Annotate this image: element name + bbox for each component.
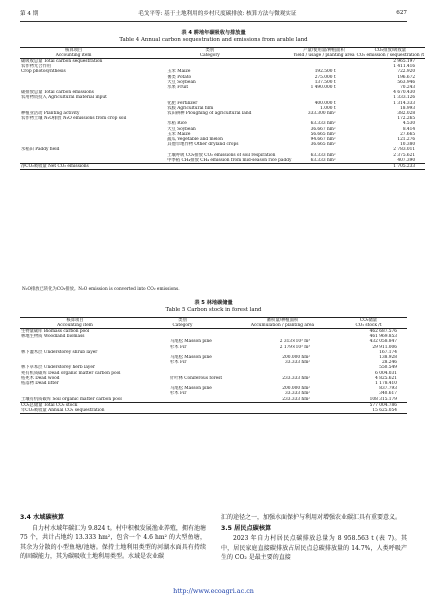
table5-cell-item: 枯落物 Dead litter	[21, 381, 59, 387]
table4-cell-amount: 36.665 hm²	[310, 142, 336, 148]
table4-cell-co2: 70.243	[400, 85, 416, 91]
table5-cell-category: 针叶林 Coniferous forest	[170, 375, 223, 381]
table4-cell-category: 玉米 Maize	[167, 131, 191, 137]
table5-cell-amount: 2 179×10³ m³	[279, 344, 310, 350]
table5-cell-category: 杉木 Fir	[170, 391, 187, 397]
table4-cell-item: Crop photosynthesis	[21, 69, 66, 75]
table5-cell-category: 马尾松 Masson pine	[170, 355, 212, 361]
table5-cell-co2: 577 004.786	[330, 402, 407, 408]
table4-col-co2-en: CO₂ emission / sequestration /t	[356, 53, 425, 58]
table5-cell-amount: 2 313×10³ m³	[279, 339, 310, 345]
table4-cell-category: 土壤呼吸 CO₂排放 CO₂ emissions of soil respiration	[167, 152, 276, 158]
table5-cell-category	[130, 408, 235, 414]
table5-cell-amount	[235, 408, 330, 414]
table4-cell-amount: 1.000 t	[320, 105, 336, 111]
table5-cell-amount: 200.000 hm²	[282, 355, 310, 361]
table5-cell-item: 枯死木 Dead wood	[21, 375, 60, 381]
table4-cell-category: 水稻 Rice	[167, 121, 187, 127]
section-3-5-heading: 3.5 居民点碳核算	[221, 524, 272, 532]
table5-cell-co2: 167.174	[379, 349, 397, 355]
table4-cell-category: 中季稻 CH₄排放 CH₄ emission from mid-season rice paddy	[167, 157, 292, 163]
table4-cell-item: 碳吸收总量 Total carbon sequestration	[21, 59, 103, 64]
table5-cell-item: 林下灌木层 Understorey shrub layer	[21, 349, 98, 355]
table5-title-en: Table 5 Carbon stock in forest land	[165, 307, 262, 313]
table4-cell-amount: 63.333 hm²	[310, 157, 336, 163]
table5-col-co2-en: CO₂ stock /t	[330, 323, 407, 329]
table4-col-category-en: Category	[127, 53, 292, 59]
table5-col-co2: CO₂储量	[330, 318, 407, 324]
page-number: 627	[396, 10, 407, 16]
table4-cell-co2: 10.380	[400, 142, 416, 148]
table4-cell-category: 玉米 Maize	[167, 69, 191, 75]
table4-cell-co2: 18.993	[400, 105, 416, 111]
table4-cell-amount: 333.300 hm²	[307, 111, 336, 117]
table4-title	[20, 30, 407, 44]
table4-cell-item: 水稻田 Paddy field	[21, 147, 60, 153]
table4-col-category: 类别	[127, 48, 292, 54]
table5-cell-co2: 550.549	[379, 365, 397, 371]
table5-cell-category: 马尾松 Masson pine	[170, 386, 212, 392]
table4-cell-co2: 4 670.430	[393, 90, 416, 96]
table5-row	[20, 408, 407, 414]
table4-cell-co2: 2 783.011	[393, 147, 416, 153]
table5-col-category-en: Category	[130, 323, 235, 329]
table4-cell-item: 农作物光合作用	[21, 64, 52, 70]
table5-cell-item: 年CO₂吸收量 Annual CO₂ sequestration	[20, 408, 130, 414]
table5-cell-amount: 33.333 hm²	[285, 360, 310, 366]
table5-cell-item: 林下草本层 Understorey herb layer	[21, 365, 95, 371]
table4-cell-co2: 121.276	[397, 137, 416, 143]
table4-cell-co2: 1 314.333	[393, 100, 416, 106]
section-3-5	[221, 513, 407, 563]
table4-cell-amount: 56.665 hm²	[310, 131, 336, 137]
running-title: 毛戈平等: 基于土地利用的乡村尺度碳排放: 核算方法与微观实证	[138, 11, 297, 17]
table5-col-item-en: Accounting item	[20, 323, 130, 329]
table4-cell-co2: 382.028	[397, 111, 416, 117]
table4-col-co2: CO₂排放/吸收量	[356, 48, 426, 54]
table4-col-item-en: Accounting item	[20, 53, 127, 59]
table4-note: N₂O排放已转化为CO₂排放。N₂O emission is converted into CO₂ emissions.	[22, 287, 180, 292]
journal-url-link[interactable]: http://www.ecoagri.ac.cn	[173, 587, 254, 595]
table4-cell-category: 水果 Fruit	[167, 85, 189, 91]
table4-title-en: Table 4 Annual carbon sequestration and emissions from arable land	[119, 37, 308, 43]
table4-cell-co2: 4.530	[402, 121, 416, 127]
table4-cell-category: 农田耕种 Ploughing of agricultural land	[167, 111, 252, 117]
table5-cell-item: 生物量碳库 Biomass carbon pool	[21, 329, 90, 334]
table5-cell-amount: 233.333 hm²	[282, 375, 310, 381]
table4-cell-category: 蔬瓜 Vegetable and melon	[167, 137, 223, 143]
section-3-4-heading: 3.4 水域碳核算	[20, 514, 65, 521]
table5-cell-item: 土壤有机质碳库 Soil organic matter carbon pool	[21, 396, 122, 402]
table4-cell-item: 碳排放总量 Total carbon emissions	[21, 90, 94, 96]
table4	[20, 47, 425, 170]
table4-cell-amount: 137.500 t	[314, 79, 336, 85]
table4-cell-category: 大豆 Soybean	[167, 79, 196, 85]
table4-cell-item: 农作物土壤 N₂O排放 N₂O emissions from crop soil	[21, 116, 127, 122]
running-header	[20, 6, 407, 20]
table5-cell-co2: 15 625.054	[330, 408, 407, 414]
table4-title-cn: 表 4 耕地年碳吸收与排放量	[181, 30, 246, 36]
table5-col-category: 类别	[130, 318, 235, 324]
table5-cell-co2: 6 004.031	[375, 370, 397, 376]
table4-cell-category: 薯类 Potato	[167, 74, 192, 80]
table4-cell-category: 化肥 Fertilizer	[167, 100, 198, 106]
table5-cell-item: 林地生物质 Woodland biomass	[21, 334, 85, 340]
table4-cell-category: 大豆 Soybean	[167, 126, 196, 132]
table5-col-amount: 蓄积量/种植面积	[235, 318, 330, 324]
table4-cell-co2: 196.672	[397, 74, 416, 80]
table5-cell-co2: 4 825.621	[375, 375, 397, 381]
table4-cell-amount: 94.667 hm²	[310, 137, 336, 143]
table5-cell-co2: 1 178.410	[375, 381, 397, 387]
table4-cell-amount	[292, 164, 355, 170]
section-3-4	[20, 513, 206, 562]
table5-cell-item: 死有机质碳库 Dead organic matter carbon pool	[21, 370, 121, 376]
table4-cell-item: 种植业活动 Planting activity	[21, 111, 80, 117]
table4-cell-co2: 563.946	[397, 79, 416, 85]
table4-cell-amount: 1 490.000 t	[310, 85, 336, 91]
table4-cell-amount: 63.333 hm²	[310, 152, 336, 158]
table5-title-cn: 表 5 林地碳储量	[194, 300, 233, 306]
section-3-4-text: 自力村水域年碳汇为 9.824 t。村中积极发展渔业养殖，拥有池塘 75 个，共计占地约 13.333 hm²，包含一个 4.6 hm² 的大型鱼塘，其余为分散的小型鱼塘/池塘。保持土地利用类型的河湖水面具有持续的固碳能力，其为碳吸收土地利用类型。水域是农业碳	[20, 524, 206, 560]
table4-cell-category	[127, 164, 292, 170]
issue-number: 第 4 期	[20, 11, 39, 17]
table5-cell-category: 马尾松 Masson pine	[170, 339, 212, 345]
table4-cell-item: 净CO₂吸收量 Net CO₂ emissions	[20, 164, 127, 170]
table5-cell-co2: 108 315.179	[369, 396, 397, 402]
table5-cell-amount: 33.333 hm²	[285, 391, 310, 397]
table4-cell-item: 农用物资投入 Agricultural material input	[21, 95, 107, 101]
table4-cell-category: 农膜 Agricultural film	[167, 105, 214, 111]
table5-cell-co2: 138.928	[379, 355, 397, 361]
table4-col-item: 核算项目	[20, 48, 127, 54]
table4-cell-co2: 722.920	[397, 69, 416, 75]
table5-cell-co2: 461 969.853	[369, 334, 397, 340]
table4-cell-co2: 2 375.621	[393, 152, 416, 158]
section-3-5-text: 2023 年自力村居民点碳排放总量为 8 958.563 t (表 7)。其中，居民家庭直接碳排放占居民点总碳排放量的 14.7%，人类呼吸产生的 CO₂ 是最主要的直接	[221, 535, 407, 561]
table4-cell-amount: 36.667 hm²	[310, 126, 336, 132]
table5-col-amount-en: Accumulation / planting area	[235, 323, 330, 329]
table4-cell-co2: 1 705.233	[356, 164, 426, 170]
table5-cell-amount: 200.000 hm²	[282, 386, 310, 392]
table4-cell-co2: 27.665	[400, 131, 416, 137]
table4-cell-co2: 172.265	[397, 116, 416, 122]
table4-cell-co2: 407.390	[397, 157, 416, 163]
table5-cell-co2: 29 911.006	[372, 344, 397, 350]
table4-cell-amount: 63.333 hm²	[310, 121, 336, 127]
table5-cell-amount: 233.333 hm²	[282, 396, 310, 402]
table4-row	[20, 164, 425, 170]
table4-cell-co2: 2 965.197	[393, 59, 416, 64]
table4-col-amount-en: Yield / usage / planting area	[293, 53, 355, 58]
table5-col-item: 核算项目	[20, 318, 130, 324]
table4-cell-amount: 192.500 t	[314, 69, 336, 75]
section-3-5-lead: 汇的途径之一，加强水面保护与利用对增强农业碳汇具有重要意义。	[221, 514, 402, 521]
table5	[20, 317, 407, 414]
table5-cell-item: CO₂总储量 Total CO₂ stock	[20, 402, 130, 408]
table4-cell-amount: 400.000 t	[314, 100, 336, 106]
table5-cell-co2: 432 058.847	[369, 339, 397, 345]
header-rule	[20, 21, 407, 22]
table5-cell-co2: 462 687.576	[369, 329, 397, 334]
table4-cell-co2: 8.414	[402, 126, 416, 132]
table5-cell-co2: 837.793	[379, 386, 397, 392]
table4-cell-co2: 1 333.126	[393, 95, 416, 101]
table5-cell-category: 杉木 Fir	[170, 360, 187, 366]
table4-cell-co2: 1 411.416	[393, 64, 416, 70]
table4-cell-category: 其他旱地作物 Other dryland crops	[167, 142, 239, 148]
table5-cell-co2: 340.617	[379, 391, 397, 397]
table5-title	[20, 300, 407, 314]
table5-cell-co2: 28.246	[381, 360, 397, 366]
table4-col-amount: 产量/使用量/种植面积	[292, 48, 355, 54]
table5-cell-category: 杉木 Fir	[170, 344, 187, 350]
table4-cell-amount: 275.000 t	[314, 74, 336, 80]
